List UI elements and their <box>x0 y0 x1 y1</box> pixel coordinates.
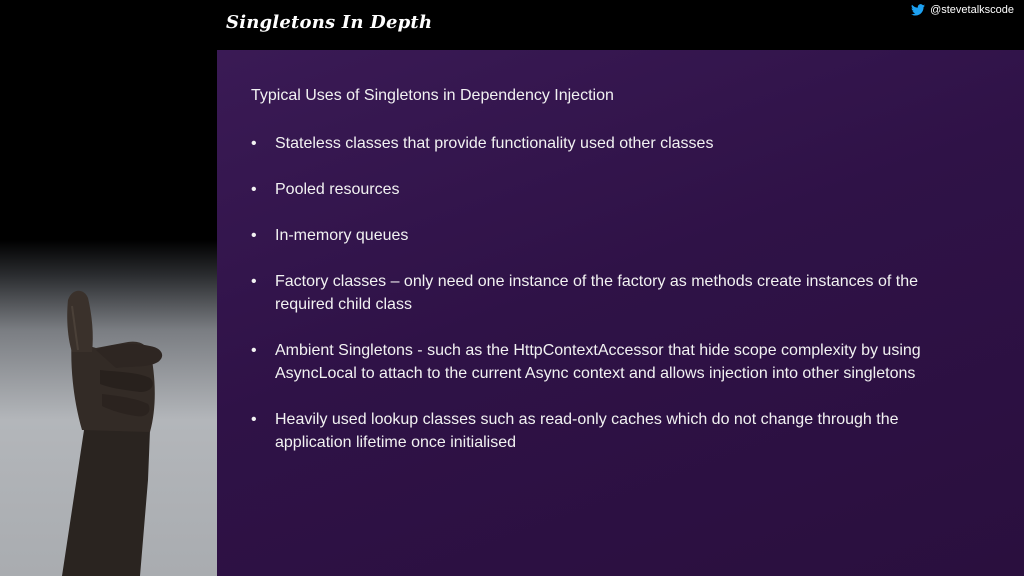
slide-title: Singletons In Depth <box>226 12 433 33</box>
bullet-marker: • <box>251 411 257 428</box>
list-item <box>251 224 941 247</box>
list-item <box>251 178 941 201</box>
bullet-text: In-memory queues <box>275 227 409 244</box>
bullet-text: Factory classes – only need one instance of the factory as methods create instances of the required child class <box>275 273 919 313</box>
bullet-marker: • <box>251 342 257 359</box>
title-bar <box>217 0 1024 50</box>
bullet-text: Ambient Singletons - such as the HttpContextAccessor that hide scope complexity by using AsyncLocal to attach to the current Async context and allows injection into other singletons <box>275 342 921 382</box>
content-panel <box>217 50 1024 576</box>
bullet-marker: • <box>251 181 257 198</box>
bullet-list <box>251 132 941 477</box>
list-item <box>251 339 941 385</box>
bullet-text: Stateless classes that provide functionality used other classes <box>275 135 714 152</box>
bullet-text: Pooled resources <box>275 181 400 198</box>
twitter-bird-icon <box>911 4 925 16</box>
content-heading: Typical Uses of Singletons in Dependency Injection <box>251 87 614 104</box>
bullet-marker: • <box>251 273 257 290</box>
list-item <box>251 408 941 454</box>
list-item <box>251 270 941 316</box>
handle-text: @stevetalkscode <box>930 4 1014 16</box>
hero-image-panel <box>0 0 217 576</box>
bullet-text: Heavily used lookup classes such as read-only caches which do not change through the application lifetime once initialised <box>275 411 899 451</box>
bullet-marker: • <box>251 135 257 152</box>
twitter-handle <box>911 4 1014 16</box>
raised-hand-image <box>0 0 217 576</box>
list-item <box>251 132 941 155</box>
bullet-marker: • <box>251 227 257 244</box>
